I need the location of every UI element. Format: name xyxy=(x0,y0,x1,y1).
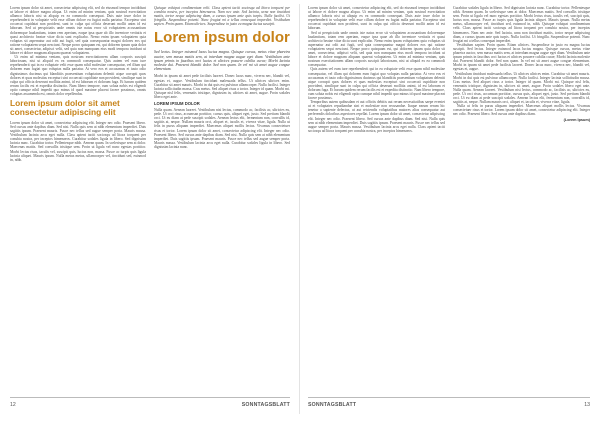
section-heading: Lorem ipsum dolor sit amet consectetur adipiscing elit xyxy=(10,98,120,118)
right-page xyxy=(308,6,590,410)
article-lead: Sed lectus. Integer euismod lacus luctus magna. Quisque cursus, metus vitae pharetra auctor, sem massa mattis sem, at interdum magna augue eget diam. Vestibulum ante ipsum primis in faucibus orci luctus et ultrices posuere cubilia curae; Morbi lacinia molestie dui. Praesent blandit dolor. Sed non quam. In vel mi sit amet augue congue elementum. xyxy=(154,50,291,72)
page-number: 13 xyxy=(584,402,590,408)
publication-name: SONNTAGSBLATT xyxy=(241,402,290,408)
right-columns xyxy=(308,6,590,396)
left-page xyxy=(10,6,290,410)
right-column-1 xyxy=(308,6,445,396)
left-col1-body: Lorem ipsum dolor sit amet, consectetur adipiscing elit, sed do eiusmod tempor incididunt ut labore et dolore magna aliqua. Ut enim ad minim veniam, quis nostrud exercitation ullamco laboris nisi ut aliquip ex ea commodo consequat. Duis aute irure dolor in reprehenderit in voluptate velit esse cillum dolore eu fugiat nulla pariatur. Excepteur sint occaecat cupidatat non proident, sunt in culpa qui officia deserunt mollit anim id est laborum. Sed ut perspiciatis unde omnis iste natus error sit voluptatem accusantium doloremque laudantium, totam rem aperiam, eaque ipsa quae ab illo inventore veritatis et quasi architecto beatae vitae dicta sunt explicabo. Nemo enim ipsam voluptatem quia voluptas sit aspernatur aut odit aut fugit, sed quia consequuntur magni dolores eos qui ratione voluptatem sequi nesciunt. Neque porro quisquam est, qui dolorem ipsum quia dolor sit amet, consectetur, adipisci velit, sed quia non numquam eius modi tempora incidunt ut labore et dolore magnam aliquam quaerat voluptatem. Ut enim ad minima veniam, quis nostrum exercitationem ullam corporis suscipit laboriosam, nisi ut aliquid ex ea commodi consequatur. Quis autem vel eum iure reprehenderit qui in ea voluptate velit esse quam nihil molestiae consequatur, vel illum qui dolorem eum fugiat quo voluptas nulla pariatur. At vero eos et accusamus et iusto odio dignissimos ducimus qui blanditiis praesentium voluptatum deleniti atque corrupti quos dolores et quas molestias excepturi sint occaecati cupiditate non provident, similique sunt in culpa qui officia deserunt mollitia animi, id est laborum et dolorum fuga. Et harum quidem rerum facilis est et expedita distinctio. Nam libero tempore, cum soluta nobis est eligendi optio cumque nihil impedit quo minus id quod maxime placeat facere possimus, omnis voluptas assumenda est, omnis dolor repellendus. xyxy=(10,6,147,96)
left-col1-body-after: Lorem ipsum dolor sit amet, consectetur adipiscing elit. Integer nec odio. Praesent libero. Sed cursus ante dapibus diam. Sed nisi. Nulla quis sem at nibh elementum imperdiet. Duis sagittis ipsum. Praesent mauris. Fusce nec tellus sed augue semper porta. Mauris massa. Vestibulum lacinia arcu eget nulla. Class aptent taciti sociosqu ad litora torquent per conubia nostra, per inceptos himenaeos. Curabitur sodales ligula in libero. Sed dignissim lacinia nunc. Curabitur tortor. Pellentesque nibh. Aenean quam. In scelerisque sem at dolor. Maecenas mattis. Sed convallis tristique sem. Proin ut ligula vel nunc egestas porttitor. Morbi lectus risus, iaculis vel, suscipit quis, luctus non, massa. Fusce ac turpis quis ligula lacinia aliquet. Mauris ipsum. Nulla metus metus, ullamcorper vel, tincidunt sed, euismod in, nibh. xyxy=(10,120,147,162)
article-headline: Lorem ipsum dolor xyxy=(154,29,290,47)
article-body: Morbi in ipsum sit amet pede facilisis laoreet. Donec lacus nunc, viverra nec, blandit vel, egestas et, augue. Vestibulum tincidunt malesuada tellus. Ut ultrices ultrices enim. Curabitur sit amet mauris. Morbi in dui quis est pulvinar ullamcorper. Nulla facilisi. Integer lacinia sollicitudin massa. Cras metus. Sed aliquet risus a tortor. Integer id quam. Morbi mi. Quisque nisl felis, venenatis tristique, dignissim in, ultrices sit amet, augue. Proin sodales libero eget ante. xyxy=(154,74,291,99)
article-subhead: LOREM IPSUM DOLOR xyxy=(154,101,200,107)
page-fold xyxy=(299,4,300,414)
left-col2-intro: Quisque volutpat condimentum velit. Class aptent taciti sociosqu ad litora torquent per conubia nostra, per inceptos himenaeos. Nam nec ante. Sed lacinia, urna non tincidunt mattis, tortor neque adipiscing diam, a cursus ipsum ante quis turpis. Nulla facilisi. Ut fringilla. Suspendisse potenti. Nunc feugiat mi a tellus consequat imperdiet. Vestibulum sapien. Proin quam. Etiam ultrices. Suspendisse in justo eu magna luctus suscipit. xyxy=(154,6,291,27)
left-footer xyxy=(10,397,290,410)
right-column-2 xyxy=(453,6,590,396)
article-body-2: Nulla quam. Aenean laoreet. Vestibulum nisi lectus, commodo ac, facilisis ac, ultricies eu, pede. Ut orci risus, accumsan porttitor, cursus quis, aliquet eget, justo. Sed pretium blandit orci. Ut eu diam at pede suscipit sodales. Aenean lectus elit, fermentum non, convallis id, sagittis at, neque. Nullam mauris orci, aliquet et, iaculis et, viverra vitae, ligula. Nulla ut felis in purus aliquam imperdiet. Maecenas aliquet mollis lectus. Vivamus consectetuer risus et tortor. Lorem ipsum dolor sit amet, consectetur adipiscing elit. Integer nec odio. Praesent libero. Sed cursus ante dapibus diam. Sed nisi. Nulla quis sem at nibh elementum imperdiet. Duis sagittis ipsum. Praesent mauris. Fusce nec tellus sed augue semper porta. Mauris massa. Vestibulum lacinia arcu eget nulla. Curabitur sodales ligula in libero. Sed dignissim lacinia nunc. xyxy=(154,108,291,149)
article-author: (Lorem Ipsum) xyxy=(563,117,590,122)
left-columns xyxy=(10,6,290,396)
right-footer xyxy=(308,397,590,410)
left-column-1 xyxy=(10,6,146,396)
right-col2-body: Curabitur sodales ligula in libero. Sed dignissim lacinia nunc. Curabitur tortor. Pellentesque nibh. Aenean quam. In scelerisque sem at dolor. Maecenas mattis. Sed convallis tristique sem. Proin ut ligula vel nunc egestas porttitor. Morbi lectus risus, iaculis vel, suscipit quis, luctus non, massa. Fusce ac turpis quis ligula lacinia aliquet. Mauris ipsum. Nulla metus metus, ullamcorper vel, tincidunt sed, euismod in, nibh. Quisque volutpat condimentum velit. Class aptent taciti sociosqu ad litora torquent per conubia nostra, per inceptos himenaeos. Nam nec ante. Sed lacinia, urna non tincidunt mattis, tortor neque adipiscing diam, a cursus ipsum ante quis turpis. Nulla facilisi. Ut fringilla. Suspendisse potenti. Nunc feugiat mi a tellus consequat imperdiet. Vestibulum sapien. Proin quam. Etiam ultrices. Suspendisse in justo eu magna luctus suscipit. Sed lectus. Integer euismod lacus luctus magna. Quisque cursus, metus vitae pharetra auctor, sem massa mattis sem, at interdum magna augue eget diam. Vestibulum ante ipsum primis in faucibus orci luctus et ultrices posuere cubilia curae; Morbi lacinia molestie dui. Praesent blandit dolor. Sed non quam. In vel mi sit amet augue congue elementum. Morbi in ipsum sit amet pede facilisis laoreet. Donec lacus nunc, viverra nec, blandit vel, egestas et, augue. Vestibulum tincidunt malesuada tellus. Ut ultrices ultrices enim. Curabitur sit amet mauris. Morbi in dui quis est pulvinar ullamcorper. Nulla facilisi. Integer lacinia sollicitudin massa. Cras metus. Sed aliquet risus a tortor. Integer id quam. Morbi mi. Quisque nisl felis, venenatis tristique, dignissim in, ultrices sit amet, augue. Proin sodales libero eget ante. Nulla quam. Aenean laoreet. Vestibulum nisi lectus, commodo ac, facilisis ac, ultricies eu, pede. Ut orci risus, accumsan porttitor, cursus quis, aliquet eget, justo. Sed pretium blandit orci. Ut eu diam at pede suscipit sodales. Aenean lectus elit, fermentum non, convallis id, sagittis at, neque. Nullam mauris orci, aliquet et, iaculis et, viverra vitae, ligula. Nulla ut felis in purus aliquam imperdiet. Maecenas aliquet mollis lectus. Vivamus consectetuer risus et tortor. Lorem ipsum dolor sit amet, consectetur adipiscing elit. Integer nec odio. Praesent libero. Sed cursus ante dapibus diam. xyxy=(453,6,591,117)
right-col1-body: Lorem ipsum dolor sit amet, consectetur adipiscing elit, sed do eiusmod tempor incididunt ut labore et dolore magna aliqua. Ut enim ad minim veniam, quis nostrud exercitation ullamco laboris nisi ut aliquip ex ea commodo consequat. Duis aute irure dolor in reprehenderit in voluptate velit esse cillum dolore eu fugiat nulla pariatur. Excepteur sint occaecat cupidatat non proident, sunt in culpa qui officia deserunt mollit anim id est laborum. Sed ut perspiciatis unde omnis iste natus error sit voluptatem accusantium doloremque laudantium, totam rem aperiam, eaque ipsa quae ab illo inventore veritatis et quasi architecto beatae vitae dicta sunt explicabo. Nemo enim ipsam voluptatem quia voluptas sit aspernatur aut odit aut fugit, sed quia consequuntur magni dolores eos qui ratione voluptatem sequi nesciunt. Neque porro quisquam est, qui dolorem ipsum quia dolor sit amet, consectetur, adipisci velit, sed quia non numquam eius modi tempora incidunt ut labore et dolore magnam aliquam quaerat voluptatem. Ut enim ad minima veniam, quis nostrum exercitationem ullam corporis suscipit laboriosam, nisi ut aliquid ex ea commodi consequatur. Quis autem vel eum iure reprehenderit qui in ea voluptate velit esse quam nihil molestiae consequatur, vel illum qui dolorem eum fugiat quo voluptas nulla pariatur. At vero eos et accusamus et iusto odio dignissimos ducimus qui blanditiis praesentium voluptatum deleniti atque corrupti quos dolores et quas molestias excepturi sint occaecati cupiditate non provident, similique sunt in culpa qui officia deserunt mollitia animi, id est laborum et dolorum fuga. Et harum quidem rerum facilis est et expedita distinctio. Nam libero tempore, cum soluta nobis est eligendi optio cumque nihil impedit quo minus id quod maxime placeat facere possimus. Temporibus autem quibusdam et aut officiis debitis aut rerum necessitatibus saepe eveniet ut et voluptates repudiandae sint et molestiae non recusandae. Itaque earum rerum hic tenetur a sapiente delectus, ut aut reiciendis voluptatibus maiores alias consequatur aut perferendis doloribus asperiores repellat. Lorem ipsum dolor sit amet, consectetur adipiscing elit. Integer nec odio. Praesent libero. Sed cursus ante dapibus diam. Sed nisi. Nulla quis sem at nibh elementum imperdiet. Duis sagittis ipsum. Praesent mauris. Fusce nec tellus sed augue semper porta. Mauris massa. Vestibulum lacinia arcu eget nulla. Class aptent taciti sociosqu ad litora torquent per conubia nostra, per inceptos himenaeos. xyxy=(308,6,446,133)
publication-name: SONNTAGSBLATT xyxy=(308,402,357,408)
left-column-2 xyxy=(154,6,290,396)
page-number: 12 xyxy=(10,402,16,408)
